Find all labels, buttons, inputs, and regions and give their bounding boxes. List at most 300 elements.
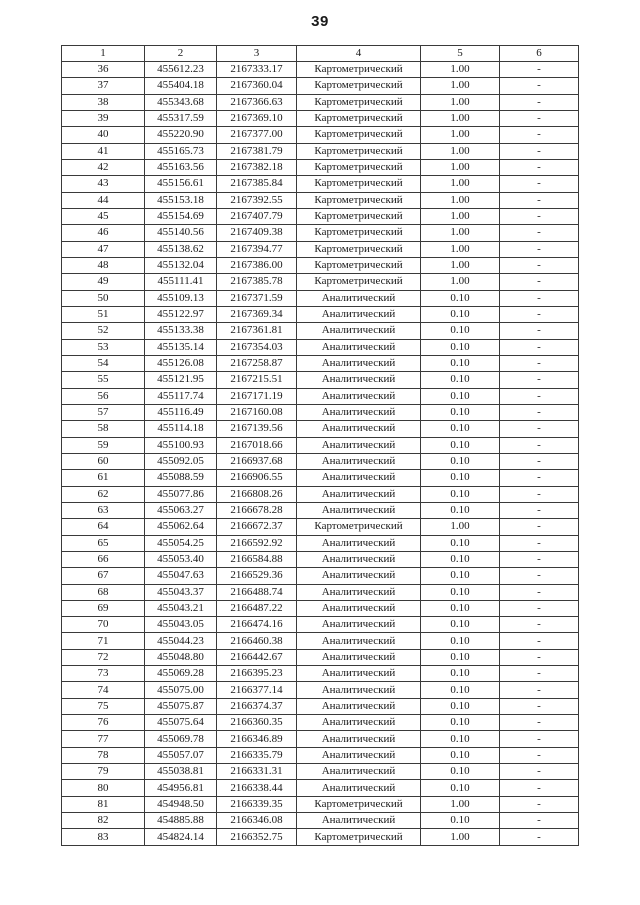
point-number-cell: 39 xyxy=(62,110,145,126)
point-number-cell: 46 xyxy=(62,225,145,241)
x-coordinate-cell: 455047.63 xyxy=(145,568,217,584)
accuracy-cell: 1.00 xyxy=(421,143,500,159)
point-number-cell: 77 xyxy=(62,731,145,747)
method-cell: Аналитический xyxy=(297,584,421,600)
table-row xyxy=(62,159,579,175)
accuracy-cell: 1.00 xyxy=(421,241,500,257)
table-row xyxy=(62,208,579,224)
note-cell: - xyxy=(500,372,579,388)
y-coordinate-cell: 2167377.00 xyxy=(217,127,297,143)
point-number-cell: 79 xyxy=(62,764,145,780)
note-cell: - xyxy=(500,470,579,486)
note-cell: - xyxy=(500,78,579,94)
table-row xyxy=(62,747,579,763)
y-coordinate-cell: 2166360.35 xyxy=(217,715,297,731)
method-cell: Аналитический xyxy=(297,649,421,665)
accuracy-cell: 0.10 xyxy=(421,617,500,633)
table-row xyxy=(62,339,579,355)
y-coordinate-cell: 2166331.31 xyxy=(217,764,297,780)
coordinates-table xyxy=(61,45,579,846)
x-coordinate-cell: 455404.18 xyxy=(145,78,217,94)
y-coordinate-cell: 2166474.16 xyxy=(217,617,297,633)
table-row xyxy=(62,731,579,747)
x-coordinate-cell: 455043.05 xyxy=(145,617,217,633)
method-cell: Аналитический xyxy=(297,306,421,322)
y-coordinate-cell: 2166377.14 xyxy=(217,682,297,698)
table-row xyxy=(62,62,579,78)
method-cell: Аналитический xyxy=(297,355,421,371)
x-coordinate-cell: 455038.81 xyxy=(145,764,217,780)
note-cell: - xyxy=(500,339,579,355)
table-row xyxy=(62,796,579,812)
point-number-cell: 40 xyxy=(62,127,145,143)
table-row xyxy=(62,617,579,633)
method-cell: Картометрический xyxy=(297,519,421,535)
accuracy-cell: 1.00 xyxy=(421,519,500,535)
accuracy-cell: 0.10 xyxy=(421,780,500,796)
table-row xyxy=(62,568,579,584)
y-coordinate-cell: 2167366.63 xyxy=(217,94,297,110)
point-number-cell: 61 xyxy=(62,470,145,486)
table-row xyxy=(62,600,579,616)
note-cell: - xyxy=(500,780,579,796)
point-number-cell: 41 xyxy=(62,143,145,159)
point-number-cell: 70 xyxy=(62,617,145,633)
y-coordinate-cell: 2167018.66 xyxy=(217,437,297,453)
point-number-cell: 49 xyxy=(62,274,145,290)
method-cell: Картометрический xyxy=(297,208,421,224)
note-cell: - xyxy=(500,404,579,420)
table-row xyxy=(62,470,579,486)
accuracy-cell: 0.10 xyxy=(421,339,500,355)
method-cell: Картометрический xyxy=(297,274,421,290)
point-number-cell: 42 xyxy=(62,159,145,175)
x-coordinate-cell: 455063.27 xyxy=(145,502,217,518)
point-number-cell: 80 xyxy=(62,780,145,796)
note-cell: - xyxy=(500,502,579,518)
accuracy-cell: 1.00 xyxy=(421,62,500,78)
method-cell: Аналитический xyxy=(297,568,421,584)
y-coordinate-cell: 2166374.37 xyxy=(217,698,297,714)
point-number-cell: 43 xyxy=(62,176,145,192)
note-cell: - xyxy=(500,421,579,437)
table-row xyxy=(62,372,579,388)
note-cell: - xyxy=(500,110,579,126)
x-coordinate-cell: 455317.59 xyxy=(145,110,217,126)
x-coordinate-cell: 455111.41 xyxy=(145,274,217,290)
note-cell: - xyxy=(500,617,579,633)
accuracy-cell: 0.10 xyxy=(421,470,500,486)
y-coordinate-cell: 2166678.28 xyxy=(217,502,297,518)
y-coordinate-cell: 2167369.10 xyxy=(217,110,297,126)
note-cell: - xyxy=(500,290,579,306)
note-cell: - xyxy=(500,437,579,453)
accuracy-cell: 0.10 xyxy=(421,453,500,469)
point-number-cell: 64 xyxy=(62,519,145,535)
table-row xyxy=(62,225,579,241)
table-row xyxy=(62,241,579,257)
x-coordinate-cell: 455100.93 xyxy=(145,437,217,453)
y-coordinate-cell: 2166808.26 xyxy=(217,486,297,502)
method-cell: Аналитический xyxy=(297,453,421,469)
accuracy-cell: 1.00 xyxy=(421,274,500,290)
method-cell: Аналитический xyxy=(297,633,421,649)
method-cell: Картометрический xyxy=(297,94,421,110)
note-cell: - xyxy=(500,306,579,322)
accuracy-cell: 1.00 xyxy=(421,796,500,812)
y-coordinate-cell: 2167392.55 xyxy=(217,192,297,208)
y-coordinate-cell: 2167258.87 xyxy=(217,355,297,371)
note-cell: - xyxy=(500,127,579,143)
note-cell: - xyxy=(500,192,579,208)
accuracy-cell: 0.10 xyxy=(421,747,500,763)
method-cell: Аналитический xyxy=(297,617,421,633)
column-header: 6 xyxy=(500,46,579,62)
y-coordinate-cell: 2166346.89 xyxy=(217,731,297,747)
x-coordinate-cell: 455092.05 xyxy=(145,453,217,469)
table-row xyxy=(62,176,579,192)
method-cell: Аналитический xyxy=(297,323,421,339)
x-coordinate-cell: 455109.13 xyxy=(145,290,217,306)
accuracy-cell: 1.00 xyxy=(421,257,500,273)
note-cell: - xyxy=(500,225,579,241)
x-coordinate-cell: 455220.90 xyxy=(145,127,217,143)
y-coordinate-cell: 2166906.55 xyxy=(217,470,297,486)
note-cell: - xyxy=(500,274,579,290)
table-body xyxy=(62,46,579,846)
y-coordinate-cell: 2167139.56 xyxy=(217,421,297,437)
table-row xyxy=(62,94,579,110)
table-row xyxy=(62,404,579,420)
x-coordinate-cell: 455116.49 xyxy=(145,404,217,420)
x-coordinate-cell: 455126.08 xyxy=(145,355,217,371)
accuracy-cell: 0.10 xyxy=(421,437,500,453)
method-cell: Аналитический xyxy=(297,551,421,567)
note-cell: - xyxy=(500,764,579,780)
y-coordinate-cell: 2166346.08 xyxy=(217,813,297,829)
accuracy-cell: 1.00 xyxy=(421,829,500,845)
y-coordinate-cell: 2166335.79 xyxy=(217,747,297,763)
method-cell: Аналитический xyxy=(297,404,421,420)
accuracy-cell: 0.10 xyxy=(421,502,500,518)
method-cell: Аналитический xyxy=(297,421,421,437)
accuracy-cell: 1.00 xyxy=(421,94,500,110)
point-number-cell: 83 xyxy=(62,829,145,845)
point-number-cell: 47 xyxy=(62,241,145,257)
table-row xyxy=(62,698,579,714)
method-cell: Картометрический xyxy=(297,110,421,126)
note-cell: - xyxy=(500,747,579,763)
y-coordinate-cell: 2167386.00 xyxy=(217,257,297,273)
accuracy-cell: 0.10 xyxy=(421,568,500,584)
y-coordinate-cell: 2167409.38 xyxy=(217,225,297,241)
x-coordinate-cell: 455044.23 xyxy=(145,633,217,649)
table-row xyxy=(62,551,579,567)
x-coordinate-cell: 455043.21 xyxy=(145,600,217,616)
point-number-cell: 68 xyxy=(62,584,145,600)
method-cell: Аналитический xyxy=(297,372,421,388)
point-number-cell: 63 xyxy=(62,502,145,518)
point-number-cell: 60 xyxy=(62,453,145,469)
method-cell: Картометрический xyxy=(297,143,421,159)
method-cell: Аналитический xyxy=(297,698,421,714)
x-coordinate-cell: 455165.73 xyxy=(145,143,217,159)
method-cell: Аналитический xyxy=(297,747,421,763)
x-coordinate-cell: 455075.87 xyxy=(145,698,217,714)
x-coordinate-cell: 455114.18 xyxy=(145,421,217,437)
point-number-cell: 57 xyxy=(62,404,145,420)
point-number-cell: 67 xyxy=(62,568,145,584)
point-number-cell: 69 xyxy=(62,600,145,616)
table-row xyxy=(62,257,579,273)
point-number-cell: 53 xyxy=(62,339,145,355)
column-header: 3 xyxy=(217,46,297,62)
y-coordinate-cell: 2166395.23 xyxy=(217,666,297,682)
column-header: 2 xyxy=(145,46,217,62)
note-cell: - xyxy=(500,355,579,371)
point-number-cell: 48 xyxy=(62,257,145,273)
y-coordinate-cell: 2166460.38 xyxy=(217,633,297,649)
point-number-cell: 37 xyxy=(62,78,145,94)
x-coordinate-cell: 454824.14 xyxy=(145,829,217,845)
y-coordinate-cell: 2167407.79 xyxy=(217,208,297,224)
note-cell: - xyxy=(500,257,579,273)
table-row xyxy=(62,715,579,731)
accuracy-cell: 0.10 xyxy=(421,535,500,551)
column-header: 5 xyxy=(421,46,500,62)
accuracy-cell: 0.10 xyxy=(421,323,500,339)
note-cell: - xyxy=(500,829,579,845)
y-coordinate-cell: 2167215.51 xyxy=(217,372,297,388)
note-cell: - xyxy=(500,323,579,339)
method-cell: Аналитический xyxy=(297,764,421,780)
table-row xyxy=(62,355,579,371)
y-coordinate-cell: 2166937.68 xyxy=(217,453,297,469)
table-row xyxy=(62,306,579,322)
point-number-cell: 59 xyxy=(62,437,145,453)
x-coordinate-cell: 455163.56 xyxy=(145,159,217,175)
y-coordinate-cell: 2166352.75 xyxy=(217,829,297,845)
y-coordinate-cell: 2166592.92 xyxy=(217,535,297,551)
accuracy-cell: 1.00 xyxy=(421,110,500,126)
note-cell: - xyxy=(500,535,579,551)
accuracy-cell: 0.10 xyxy=(421,306,500,322)
x-coordinate-cell: 455069.78 xyxy=(145,731,217,747)
note-cell: - xyxy=(500,486,579,502)
accuracy-cell: 0.10 xyxy=(421,290,500,306)
accuracy-cell: 0.10 xyxy=(421,404,500,420)
x-coordinate-cell: 455075.00 xyxy=(145,682,217,698)
point-number-cell: 74 xyxy=(62,682,145,698)
accuracy-cell: 0.10 xyxy=(421,584,500,600)
method-cell: Картометрический xyxy=(297,241,421,257)
note-cell: - xyxy=(500,551,579,567)
accuracy-cell: 0.10 xyxy=(421,633,500,649)
x-coordinate-cell: 455132.04 xyxy=(145,257,217,273)
method-cell: Аналитический xyxy=(297,715,421,731)
table-row xyxy=(62,813,579,829)
table-row xyxy=(62,682,579,698)
x-coordinate-cell: 455117.74 xyxy=(145,388,217,404)
point-number-cell: 71 xyxy=(62,633,145,649)
table-row xyxy=(62,649,579,665)
table-row xyxy=(62,388,579,404)
method-cell: Аналитический xyxy=(297,388,421,404)
method-cell: Аналитический xyxy=(297,470,421,486)
note-cell: - xyxy=(500,633,579,649)
point-number-cell: 72 xyxy=(62,649,145,665)
x-coordinate-cell: 455135.14 xyxy=(145,339,217,355)
point-number-cell: 75 xyxy=(62,698,145,714)
note-cell: - xyxy=(500,584,579,600)
x-coordinate-cell: 455043.37 xyxy=(145,584,217,600)
table-row xyxy=(62,584,579,600)
method-cell: Картометрический xyxy=(297,78,421,94)
method-cell: Аналитический xyxy=(297,502,421,518)
accuracy-cell: 1.00 xyxy=(421,127,500,143)
y-coordinate-cell: 2167333.17 xyxy=(217,62,297,78)
note-cell: - xyxy=(500,715,579,731)
note-cell: - xyxy=(500,388,579,404)
point-number-cell: 76 xyxy=(62,715,145,731)
x-coordinate-cell: 455138.62 xyxy=(145,241,217,257)
accuracy-cell: 1.00 xyxy=(421,225,500,241)
x-coordinate-cell: 455133.38 xyxy=(145,323,217,339)
x-coordinate-cell: 455048.80 xyxy=(145,649,217,665)
table-header-row xyxy=(62,46,579,62)
table-row xyxy=(62,192,579,208)
point-number-cell: 55 xyxy=(62,372,145,388)
accuracy-cell: 0.10 xyxy=(421,698,500,714)
point-number-cell: 66 xyxy=(62,551,145,567)
note-cell: - xyxy=(500,796,579,812)
x-coordinate-cell: 455053.40 xyxy=(145,551,217,567)
y-coordinate-cell: 2167160.08 xyxy=(217,404,297,420)
point-number-cell: 81 xyxy=(62,796,145,812)
note-cell: - xyxy=(500,600,579,616)
method-cell: Картометрический xyxy=(297,176,421,192)
accuracy-cell: 1.00 xyxy=(421,78,500,94)
y-coordinate-cell: 2166487.22 xyxy=(217,600,297,616)
table-row xyxy=(62,633,579,649)
accuracy-cell: 0.10 xyxy=(421,715,500,731)
y-coordinate-cell: 2167369.34 xyxy=(217,306,297,322)
method-cell: Аналитический xyxy=(297,731,421,747)
page-number: 39 xyxy=(311,13,329,30)
table-row xyxy=(62,486,579,502)
table-row xyxy=(62,290,579,306)
accuracy-cell: 0.10 xyxy=(421,372,500,388)
y-coordinate-cell: 2166529.36 xyxy=(217,568,297,584)
note-cell: - xyxy=(500,666,579,682)
method-cell: Аналитический xyxy=(297,535,421,551)
method-cell: Картометрический xyxy=(297,127,421,143)
method-cell: Аналитический xyxy=(297,290,421,306)
note-cell: - xyxy=(500,62,579,78)
y-coordinate-cell: 2167385.78 xyxy=(217,274,297,290)
method-cell: Аналитический xyxy=(297,682,421,698)
x-coordinate-cell: 455140.56 xyxy=(145,225,217,241)
x-coordinate-cell: 455057.07 xyxy=(145,747,217,763)
x-coordinate-cell: 455122.97 xyxy=(145,306,217,322)
y-coordinate-cell: 2167361.81 xyxy=(217,323,297,339)
accuracy-cell: 0.10 xyxy=(421,731,500,747)
table-row xyxy=(62,78,579,94)
table-row xyxy=(62,437,579,453)
table-row xyxy=(62,519,579,535)
point-number-cell: 50 xyxy=(62,290,145,306)
table-row xyxy=(62,764,579,780)
x-coordinate-cell: 455077.86 xyxy=(145,486,217,502)
point-number-cell: 52 xyxy=(62,323,145,339)
accuracy-cell: 0.10 xyxy=(421,388,500,404)
accuracy-cell: 0.10 xyxy=(421,355,500,371)
point-number-cell: 58 xyxy=(62,421,145,437)
x-coordinate-cell: 455088.59 xyxy=(145,470,217,486)
method-cell: Картометрический xyxy=(297,796,421,812)
y-coordinate-cell: 2167381.79 xyxy=(217,143,297,159)
point-number-cell: 82 xyxy=(62,813,145,829)
x-coordinate-cell: 454956.81 xyxy=(145,780,217,796)
x-coordinate-cell: 455156.61 xyxy=(145,176,217,192)
accuracy-cell: 0.10 xyxy=(421,813,500,829)
table-row xyxy=(62,453,579,469)
point-number-cell: 65 xyxy=(62,535,145,551)
table-row xyxy=(62,666,579,682)
accuracy-cell: 0.10 xyxy=(421,600,500,616)
table-row xyxy=(62,143,579,159)
point-number-cell: 78 xyxy=(62,747,145,763)
x-coordinate-cell: 455121.95 xyxy=(145,372,217,388)
point-number-cell: 51 xyxy=(62,306,145,322)
note-cell: - xyxy=(500,649,579,665)
note-cell: - xyxy=(500,698,579,714)
method-cell: Аналитический xyxy=(297,666,421,682)
accuracy-cell: 1.00 xyxy=(421,192,500,208)
x-coordinate-cell: 455612.23 xyxy=(145,62,217,78)
table-row xyxy=(62,421,579,437)
method-cell: Картометрический xyxy=(297,257,421,273)
accuracy-cell: 0.10 xyxy=(421,764,500,780)
x-coordinate-cell: 455075.64 xyxy=(145,715,217,731)
method-cell: Картометрический xyxy=(297,192,421,208)
y-coordinate-cell: 2167394.77 xyxy=(217,241,297,257)
point-number-cell: 73 xyxy=(62,666,145,682)
note-cell: - xyxy=(500,94,579,110)
x-coordinate-cell: 455069.28 xyxy=(145,666,217,682)
table-row xyxy=(62,323,579,339)
accuracy-cell: 0.10 xyxy=(421,682,500,698)
x-coordinate-cell: 454885.88 xyxy=(145,813,217,829)
method-cell: Аналитический xyxy=(297,437,421,453)
method-cell: Аналитический xyxy=(297,600,421,616)
y-coordinate-cell: 2166488.74 xyxy=(217,584,297,600)
point-number-cell: 54 xyxy=(62,355,145,371)
accuracy-cell: 0.10 xyxy=(421,421,500,437)
point-number-cell: 36 xyxy=(62,62,145,78)
table-row xyxy=(62,780,579,796)
method-cell: Картометрический xyxy=(297,62,421,78)
x-coordinate-cell: 455054.25 xyxy=(145,535,217,551)
point-number-cell: 38 xyxy=(62,94,145,110)
y-coordinate-cell: 2167171.19 xyxy=(217,388,297,404)
y-coordinate-cell: 2167360.04 xyxy=(217,78,297,94)
note-cell: - xyxy=(500,813,579,829)
y-coordinate-cell: 2167354.03 xyxy=(217,339,297,355)
table-row xyxy=(62,127,579,143)
y-coordinate-cell: 2166672.37 xyxy=(217,519,297,535)
method-cell: Аналитический xyxy=(297,813,421,829)
